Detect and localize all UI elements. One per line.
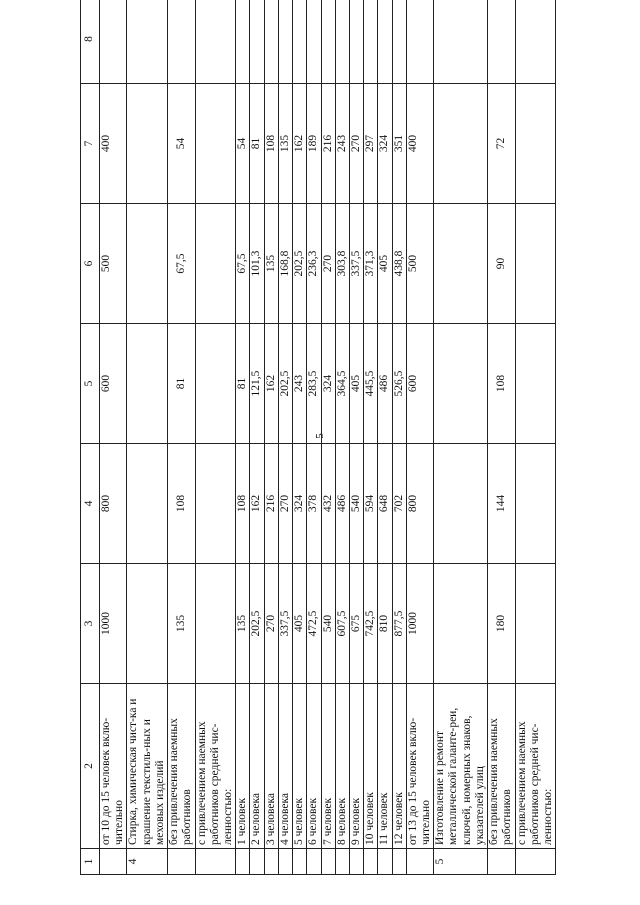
value-cell: 72 — [488, 84, 515, 204]
value-cell — [515, 84, 556, 204]
table-row — [378, 0, 392, 875]
value-cell — [127, 324, 168, 444]
row-number — [264, 849, 278, 875]
value-cell — [236, 0, 250, 84]
value-cell: 472,5 — [307, 564, 321, 684]
table-row — [195, 0, 236, 875]
value-cell: 168,8 — [278, 204, 292, 324]
header-cell: 6 — [81, 204, 100, 324]
value-cell: 405 — [349, 324, 363, 444]
table-row — [349, 0, 363, 875]
row-label: 12 человек — [392, 684, 406, 849]
row-number — [321, 849, 335, 875]
value-cell — [195, 444, 236, 564]
row-label: 4 человека — [278, 684, 292, 849]
value-cell: 162 — [250, 444, 264, 564]
table-row — [364, 0, 378, 875]
value-cell: 445,5 — [364, 324, 378, 444]
value-cell — [195, 84, 236, 204]
value-cell — [195, 564, 236, 684]
value-cell — [349, 0, 363, 84]
row-number — [250, 849, 264, 875]
section-number: 4 — [127, 849, 168, 875]
table-row — [335, 0, 349, 875]
table-row — [264, 0, 278, 875]
value-cell: 364,5 — [335, 324, 349, 444]
value-cell: 810 — [378, 564, 392, 684]
row-number — [168, 849, 195, 875]
value-cell: 108 — [168, 444, 195, 564]
value-cell — [335, 0, 349, 84]
value-cell — [515, 564, 556, 684]
table-row — [100, 0, 127, 875]
value-cell: 371,3 — [364, 204, 378, 324]
value-cell: 90 — [488, 204, 515, 324]
row-label: с привлечением наемных работников средней чис-ленностью: — [515, 684, 556, 849]
value-cell — [378, 0, 392, 84]
row-label: 1 человек — [236, 684, 250, 849]
value-cell: 303,8 — [335, 204, 349, 324]
value-cell — [515, 204, 556, 324]
value-cell: 135 — [278, 84, 292, 204]
value-cell: 400 — [100, 84, 127, 204]
value-cell: 486 — [378, 324, 392, 444]
value-cell: 270 — [278, 444, 292, 564]
value-cell — [392, 0, 406, 84]
value-cell: 877,5 — [392, 564, 406, 684]
value-cell — [488, 0, 515, 84]
table-row — [293, 0, 307, 875]
value-cell: 135 — [168, 564, 195, 684]
header-cell: 1 — [81, 849, 100, 875]
value-cell: 351 — [392, 84, 406, 204]
value-cell: 108 — [236, 444, 250, 564]
header-row — [81, 0, 100, 875]
table-row — [406, 0, 433, 875]
value-cell — [515, 444, 556, 564]
row-number — [236, 849, 250, 875]
value-cell: 81 — [168, 324, 195, 444]
value-cell: 742,5 — [364, 564, 378, 684]
value-cell: 486 — [335, 444, 349, 564]
value-cell: 121,5 — [250, 324, 264, 444]
value-cell — [127, 84, 168, 204]
row-label: с привлечением наемных работников средней чис-ленностью: — [195, 684, 236, 849]
row-label: без привлечения наемных работников — [168, 684, 195, 849]
value-cell — [434, 444, 488, 564]
table-row — [515, 0, 556, 875]
value-cell: 135 — [264, 204, 278, 324]
value-cell — [434, 0, 488, 84]
value-cell: 1000 — [100, 564, 127, 684]
value-cell: 500 — [100, 204, 127, 324]
value-cell: 297 — [364, 84, 378, 204]
value-cell — [264, 0, 278, 84]
value-cell: 202,5 — [278, 324, 292, 444]
value-cell: 405 — [378, 204, 392, 324]
row-number — [335, 849, 349, 875]
section-title-row — [434, 0, 488, 875]
value-cell: 432 — [321, 444, 335, 564]
row-number — [100, 849, 127, 875]
row-number — [364, 849, 378, 875]
value-cell: 500 — [406, 204, 433, 324]
value-cell — [168, 0, 195, 84]
value-cell: 675 — [349, 564, 363, 684]
value-cell: 81 — [250, 84, 264, 204]
value-cell — [434, 84, 488, 204]
value-cell — [195, 0, 236, 84]
row-label: 7 человек — [321, 684, 335, 849]
value-cell: 400 — [406, 84, 433, 204]
value-cell: 600 — [406, 324, 433, 444]
section-number: 5 — [434, 849, 488, 875]
row-number — [349, 849, 363, 875]
value-cell — [127, 444, 168, 564]
row-label: 5 человек — [293, 684, 307, 849]
value-cell — [434, 324, 488, 444]
value-cell: 180 — [488, 564, 515, 684]
section-title-row — [127, 0, 168, 875]
value-cell: 324 — [378, 84, 392, 204]
section-title: Изготовление и ремонт металлической галанте-реи, ключей, номерных знаков, указателей улиц — [434, 684, 488, 849]
header-cell: 3 — [81, 564, 100, 684]
value-cell: 216 — [264, 444, 278, 564]
row-number — [488, 849, 515, 875]
value-cell: 67,5 — [236, 204, 250, 324]
value-cell: 540 — [349, 444, 363, 564]
value-cell: 202,5 — [250, 564, 264, 684]
value-cell — [278, 0, 292, 84]
section-title: Стирка, химическая чист-ка и крашение текстиль-ных и меховых изделий — [127, 684, 168, 849]
value-cell: 324 — [293, 444, 307, 564]
row-label: 11 человек — [378, 684, 392, 849]
value-cell: 270 — [321, 204, 335, 324]
row-label: от 13 до 15 человек вклю-чительно — [406, 684, 433, 849]
table-row — [236, 0, 250, 875]
value-cell: 144 — [488, 444, 515, 564]
row-label: 9 человек — [349, 684, 363, 849]
value-cell: 189 — [307, 84, 321, 204]
value-cell — [195, 204, 236, 324]
value-cell: 236,3 — [307, 204, 321, 324]
value-cell — [250, 0, 264, 84]
value-cell: 324 — [321, 324, 335, 444]
header-cell: 4 — [81, 444, 100, 564]
row-label: от 10 до 15 человек вклю-чительно — [100, 684, 127, 849]
value-cell: 600 — [100, 324, 127, 444]
value-cell: 607,5 — [335, 564, 349, 684]
table-row — [168, 0, 195, 875]
value-cell: 337,5 — [278, 564, 292, 684]
value-cell — [434, 204, 488, 324]
value-cell: 526,5 — [392, 324, 406, 444]
value-cell: 108 — [488, 324, 515, 444]
value-cell — [321, 0, 335, 84]
row-number — [406, 849, 433, 875]
value-cell: 648 — [378, 444, 392, 564]
value-cell: 162 — [264, 324, 278, 444]
header-cell: 7 — [81, 84, 100, 204]
value-cell: 135 — [236, 564, 250, 684]
value-cell: 270 — [264, 564, 278, 684]
table-row — [307, 0, 321, 875]
value-cell: 438,8 — [392, 204, 406, 324]
row-label: 10 человек — [364, 684, 378, 849]
page-number: 5 — [314, 433, 326, 439]
value-cell: 378 — [307, 444, 321, 564]
value-cell: 243 — [335, 84, 349, 204]
value-cell: 67,5 — [168, 204, 195, 324]
value-cell: 702 — [392, 444, 406, 564]
row-number — [378, 849, 392, 875]
value-cell: 101,3 — [250, 204, 264, 324]
value-cell: 243 — [293, 324, 307, 444]
value-cell: 270 — [349, 84, 363, 204]
rotated-table-container — [80, 35, 552, 875]
value-cell: 202,5 — [293, 204, 307, 324]
header-cell: 5 — [81, 324, 100, 444]
table-row — [321, 0, 335, 875]
value-cell — [127, 0, 168, 84]
header-cell: 2 — [81, 684, 100, 849]
value-cell: 800 — [406, 444, 433, 564]
tariff-table — [80, 0, 556, 875]
value-cell: 1000 — [406, 564, 433, 684]
row-number — [293, 849, 307, 875]
value-cell: 594 — [364, 444, 378, 564]
value-cell — [515, 0, 556, 84]
value-cell — [364, 0, 378, 84]
value-cell — [307, 0, 321, 84]
value-cell: 540 — [321, 564, 335, 684]
value-cell — [127, 204, 168, 324]
value-cell — [293, 0, 307, 84]
value-cell: 162 — [293, 84, 307, 204]
row-number — [392, 849, 406, 875]
value-cell: 337,5 — [349, 204, 363, 324]
value-cell: 108 — [264, 84, 278, 204]
row-label: 2 человека — [250, 684, 264, 849]
value-cell — [127, 564, 168, 684]
value-cell: 54 — [168, 84, 195, 204]
header-cell: 8 — [81, 0, 100, 84]
table-row — [278, 0, 292, 875]
value-cell — [100, 0, 127, 84]
value-cell: 54 — [236, 84, 250, 204]
row-label: без привлечения наемных работников — [488, 684, 515, 849]
value-cell — [406, 0, 433, 84]
value-cell: 283,5 — [307, 324, 321, 444]
row-number — [195, 849, 236, 875]
value-cell — [434, 564, 488, 684]
value-cell — [195, 324, 236, 444]
row-label: 6 человек — [307, 684, 321, 849]
value-cell — [515, 324, 556, 444]
table-row — [392, 0, 406, 875]
row-label: 3 человека — [264, 684, 278, 849]
value-cell: 81 — [236, 324, 250, 444]
table-row — [250, 0, 264, 875]
value-cell: 800 — [100, 444, 127, 564]
row-number — [278, 849, 292, 875]
value-cell: 216 — [321, 84, 335, 204]
row-number — [515, 849, 556, 875]
table-row — [488, 0, 515, 875]
row-number — [307, 849, 321, 875]
value-cell: 405 — [293, 564, 307, 684]
row-label: 8 человек — [335, 684, 349, 849]
